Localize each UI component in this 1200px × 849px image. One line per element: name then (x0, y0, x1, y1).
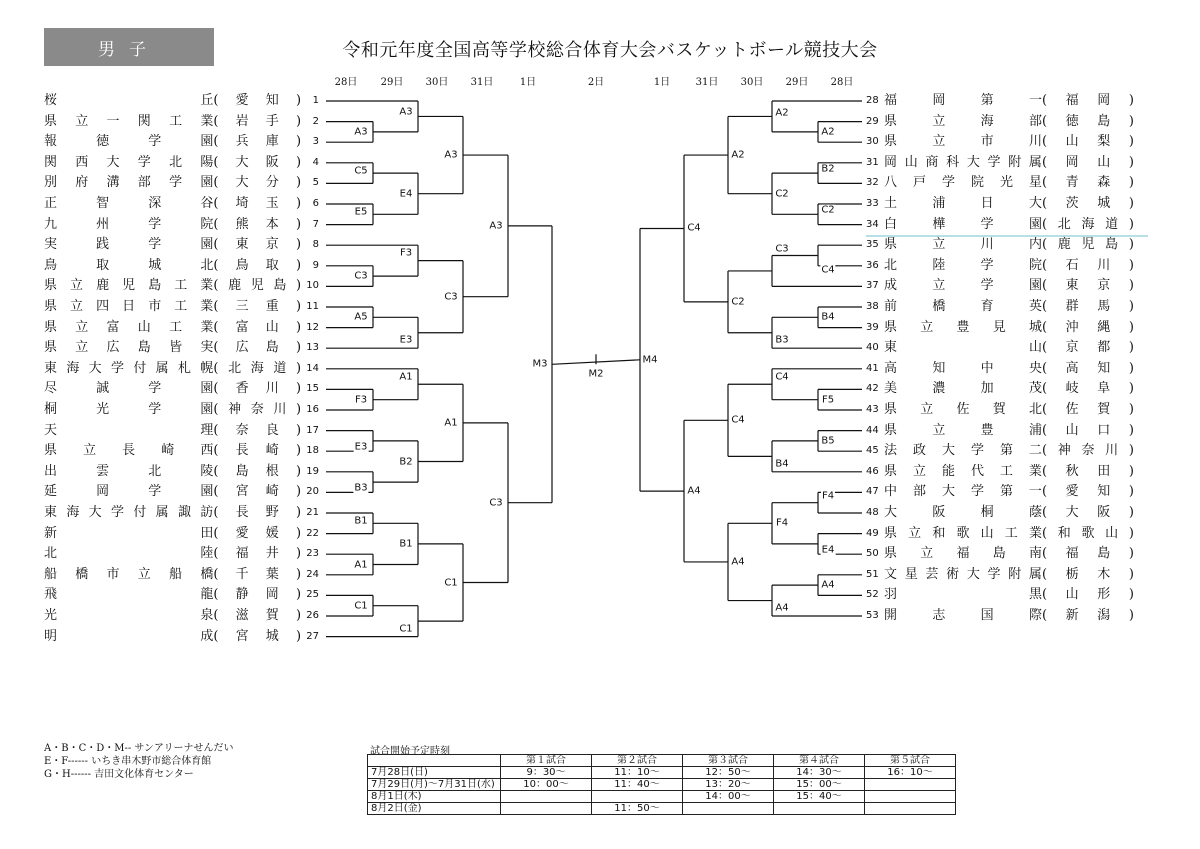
team-name: 尽 誠 学 園 (44, 381, 214, 397)
seed-number: 49 (866, 527, 879, 539)
team-name: 法 政 大 学 第 二 (884, 443, 1042, 459)
court-label: A3 (354, 126, 368, 138)
team-name: 別 府 溝 部 学 園 (44, 175, 214, 191)
team-prefecture: ( 宮 城 ) (213, 628, 302, 644)
team-prefecture: ( 岩 手 ) (213, 113, 302, 129)
date-label: 28日 (334, 77, 358, 88)
seed-number: 7 (312, 218, 319, 230)
seed-number: 37 (866, 280, 879, 292)
team-name: 正 智 深 谷 (44, 196, 214, 211)
court-label: C1 (444, 577, 458, 589)
team-name: 県 立 豊 浦 (884, 422, 1042, 438)
seed-number: 10 (306, 280, 319, 292)
seed-number: 5 (312, 177, 319, 189)
court-label: A4 (731, 556, 745, 568)
team-prefecture: ( 東 京 ) (1042, 278, 1134, 294)
seed-number: 22 (306, 527, 319, 539)
team-name: 県 立 海 部 (884, 113, 1042, 129)
day-cell: 8月2日(金) (368, 803, 501, 815)
court-label: E4 (399, 188, 413, 200)
team-name: 明 成 (44, 628, 214, 644)
header-cell: 第２試合 (592, 755, 683, 767)
team-name: 東 山 (884, 340, 1042, 356)
team-name: 白 樺 学 園 (884, 216, 1042, 232)
header-cell: 第１試合 (501, 755, 592, 767)
court-label: C5 (354, 165, 368, 177)
team-name: 東 海 大 学 付 属 札 幌 (44, 360, 214, 376)
seed-number: 6 (312, 198, 319, 209)
court-label: C4 (821, 264, 835, 276)
court-label: B4 (775, 458, 789, 470)
court-label: C3 (444, 291, 458, 303)
schedule-label: 試合開始予定時刻 (370, 746, 450, 757)
seed-number: 17 (306, 424, 319, 436)
team-prefecture: ( 山 形 ) (1042, 587, 1134, 603)
seed-number: 51 (866, 568, 879, 580)
day-cell: 8月1日(木) (368, 791, 501, 803)
seed-number: 38 (866, 301, 879, 312)
court-label: A3 (399, 106, 413, 118)
time-cell: 10：00～ (501, 779, 592, 791)
seed-number: 24 (306, 568, 319, 580)
schedule-row (368, 779, 956, 791)
time-cell: 11：40～ (592, 779, 683, 791)
team-prefecture: ( 秋 田 ) (1042, 463, 1134, 479)
time-cell (865, 779, 956, 791)
court-label: B2 (821, 163, 835, 175)
team-name: 飛 龍 (44, 587, 214, 603)
seed-number: 40 (866, 342, 879, 354)
date-label: 30日 (425, 77, 449, 88)
legend-line: G・H------ 吉田文化体育センター (44, 769, 194, 780)
team-prefecture: ( 沖 縄 ) (1042, 319, 1134, 335)
team-name: 県 立 鹿 児 島 工 業 (44, 278, 214, 294)
team-prefecture: ( 北 海 道 ) (1042, 216, 1134, 232)
court-label: A3 (444, 149, 458, 161)
seed-number: 43 (866, 404, 879, 415)
seed-number: 27 (306, 630, 319, 642)
seed-number: 50 (866, 548, 879, 560)
court-label: A3 (489, 220, 503, 232)
team-prefecture: ( 長 崎 ) (213, 443, 302, 459)
team-prefecture: ( 山 口 ) (1042, 422, 1134, 438)
team-name: 県 立 佐 賀 北 (884, 402, 1042, 417)
court-label: E3 (354, 441, 368, 453)
legend-line: E・F------ いちき串木野市総合体育館 (44, 756, 212, 767)
date-label: 2日 (587, 77, 605, 88)
court-label: M4 (642, 354, 658, 366)
team-prefecture: ( 新 潟 ) (1042, 608, 1134, 623)
team-name: 県 立 一 関 工 業 (44, 113, 214, 129)
court-label: A4 (775, 602, 789, 614)
team-prefecture: ( 兵 庫 ) (213, 134, 302, 150)
seed-number: 28 (866, 95, 879, 106)
seed-number: 44 (866, 424, 879, 436)
court-label: C3 (489, 497, 503, 509)
team-prefecture: ( 神 奈 川 ) (213, 402, 302, 417)
seed-number: 42 (866, 383, 879, 395)
seed-number: 53 (866, 610, 879, 621)
seed-number: 31 (866, 156, 879, 168)
page-title: 令和元年度全国高等学校総合体育大会バスケットボール競技大会 (342, 40, 878, 61)
team-prefecture: ( 大 阪 ) (213, 154, 302, 170)
court-label: M3 (532, 358, 548, 370)
seed-number: 14 (306, 362, 319, 374)
team-prefecture: ( 滋 賀 ) (213, 608, 302, 623)
date-label: 28日 (830, 77, 854, 88)
seed-number: 46 (866, 465, 879, 477)
team-prefecture: ( 岐 阜 ) (1042, 381, 1134, 397)
team-name: 桐 光 学 園 (44, 402, 214, 417)
court-label: B3 (354, 482, 368, 494)
team-name: 成 立 学 園 (884, 278, 1042, 294)
team-name: 実 践 学 園 (44, 237, 214, 253)
court-label: A2 (731, 149, 745, 161)
court-label: C2 (731, 296, 745, 308)
team-name: 県 立 和 歌 山 工 業 (884, 525, 1042, 541)
team-prefecture: ( 愛 知 ) (1042, 484, 1134, 500)
time-cell (501, 803, 592, 815)
court-label: F5 (821, 394, 835, 406)
court-label: F3 (399, 247, 413, 259)
seed-number: 45 (866, 445, 879, 457)
time-cell (774, 803, 865, 815)
seed-number: 52 (866, 589, 879, 601)
team-name: 延 岡 学 園 (44, 484, 214, 500)
team-prefecture: ( 広 島 ) (213, 340, 302, 356)
seed-number: 19 (306, 465, 319, 477)
court-label: M2 (588, 368, 604, 380)
seed-number: 12 (306, 321, 319, 333)
seed-number: 30 (866, 136, 879, 148)
header-cell: 第５試合 (865, 755, 956, 767)
schedule-header-row (368, 755, 956, 767)
day-cell: 7月29日(月)～7月31日(水) (368, 779, 501, 791)
team-prefecture: ( 和 歌 山 ) (1042, 525, 1134, 541)
schedule-table (367, 754, 956, 815)
seed-number: 26 (306, 610, 319, 621)
team-name: 県 立 川 内 (884, 237, 1042, 253)
time-cell (683, 803, 774, 815)
team-prefecture: ( 石 川 ) (1042, 257, 1134, 273)
team-prefecture: ( 埼 玉 ) (213, 196, 302, 211)
seed-number: 15 (306, 383, 319, 395)
team-name: 船 橋 市 立 船 橋 (44, 566, 214, 582)
court-label: A2 (821, 126, 835, 138)
gender-label: 男子 (44, 28, 214, 66)
team-prefecture: ( 群 馬 ) (1042, 299, 1134, 314)
date-label: 1日 (653, 77, 671, 88)
court-label: A4 (687, 485, 701, 497)
court-label: F3 (354, 394, 368, 406)
team-name: 岡 山 商 科 大 学 附 属 (884, 154, 1042, 170)
seed-number: 48 (866, 507, 879, 518)
team-prefecture: ( 山 梨 ) (1042, 134, 1134, 150)
team-prefecture: ( 静 岡 ) (213, 587, 302, 603)
seed-number: 23 (306, 548, 319, 560)
time-cell: 11：10～ (592, 767, 683, 779)
court-label: C4 (687, 222, 701, 234)
team-name: 県 立 市 川 (884, 134, 1042, 150)
team-prefecture: ( 青 森 ) (1042, 175, 1134, 191)
court-label: C3 (775, 243, 789, 255)
team-prefecture: ( 栃 木 ) (1042, 566, 1134, 582)
team-name: 桜 丘 (44, 93, 214, 108)
seed-number: 16 (306, 404, 319, 415)
seed-number: 34 (866, 218, 879, 230)
day-cell: 7月28日(日) (368, 767, 501, 779)
team-name: 県 立 豊 見 城 (884, 319, 1042, 335)
seed-number: 41 (866, 362, 879, 374)
date-label: 29日 (785, 77, 809, 88)
team-name: 北 陸 (44, 546, 214, 562)
seed-number: 35 (866, 239, 879, 251)
team-name: 北 陸 学 院 (884, 257, 1042, 273)
team-prefecture: ( 茨 城 ) (1042, 196, 1134, 211)
court-label: E5 (354, 206, 368, 218)
team-name: 九 州 学 院 (44, 216, 214, 232)
team-name: 高 知 中 央 (884, 360, 1042, 376)
court-label: C4 (775, 371, 789, 383)
court-label: B5 (821, 435, 835, 447)
seed-number: 1 (312, 95, 319, 106)
team-name: 大 阪 桐 蔭 (884, 505, 1042, 520)
time-cell (501, 791, 592, 803)
team-prefecture: ( 長 野 ) (213, 505, 302, 520)
seed-number: 4 (312, 156, 319, 168)
team-prefecture: ( 福 岡 ) (1042, 93, 1134, 108)
seed-number: 25 (306, 589, 319, 601)
team-name: 関 西 大 学 北 陽 (44, 154, 214, 170)
team-prefecture: ( 三 重 ) (213, 299, 302, 314)
team-name: 中 部 大 学 第 一 (884, 484, 1042, 500)
team-prefecture: ( 徳 島 ) (1042, 113, 1134, 129)
seed-number: 33 (866, 198, 879, 209)
date-label: 31日 (470, 77, 494, 88)
team-name: 県 立 広 島 皆 実 (44, 340, 214, 356)
time-cell (865, 791, 956, 803)
team-name: 新 田 (44, 525, 214, 541)
team-prefecture: ( 大 阪 ) (1042, 505, 1134, 520)
seed-number: 2 (312, 115, 319, 127)
team-prefecture: ( 愛 知 ) (213, 93, 302, 108)
date-label: 31日 (695, 77, 719, 88)
seed-number: 47 (866, 486, 879, 498)
seed-number: 13 (306, 342, 319, 354)
court-label: A2 (775, 107, 789, 119)
header-cell: 第４試合 (774, 755, 865, 767)
team-name: 土 浦 日 大 (884, 196, 1042, 211)
team-prefecture: ( 神 奈 川 ) (1042, 443, 1134, 459)
team-name: 県 立 能 代 工 業 (884, 463, 1042, 479)
court-label: F4 (775, 517, 789, 529)
time-cell: 9：30～ (501, 767, 592, 779)
seed-number: 9 (312, 259, 319, 271)
date-label: 30日 (740, 77, 764, 88)
team-prefecture: ( 千 葉 ) (213, 566, 302, 582)
team-name: 美 濃 加 茂 (884, 381, 1042, 397)
team-name: 県 立 富 山 工 業 (44, 319, 214, 335)
date-label: 1日 (519, 77, 537, 88)
team-name: 報 徳 学 園 (44, 134, 214, 150)
team-name: 羽 黒 (884, 587, 1042, 603)
team-prefecture: ( 鹿 児 島 ) (213, 278, 302, 294)
time-cell: 14：30～ (774, 767, 865, 779)
seed-number: 3 (312, 136, 319, 148)
team-prefecture: ( 東 京 ) (213, 237, 302, 253)
court-label: E4 (821, 544, 835, 556)
time-cell: 14：00～ (683, 791, 774, 803)
legend-line: A・B・C・D・M-- サンアリーナせんだい (44, 743, 234, 754)
court-label: B1 (354, 515, 368, 527)
team-name: 県 立 福 島 南 (884, 546, 1042, 562)
team-name: 八 戸 学 院 光 星 (884, 175, 1042, 191)
court-label: B4 (821, 311, 835, 323)
court-label: B2 (399, 456, 413, 467)
time-cell: 11：50～ (592, 803, 683, 815)
court-label: B1 (399, 538, 413, 550)
team-prefecture: ( 熊 本 ) (213, 216, 302, 232)
corner-cell (368, 755, 501, 767)
team-prefecture: ( 大 分 ) (213, 175, 302, 191)
seed-number: 39 (866, 321, 879, 333)
schedule-row (368, 791, 956, 803)
team-prefecture: ( 高 知 ) (1042, 360, 1134, 376)
seed-number: 8 (312, 239, 319, 251)
court-label: C3 (354, 270, 368, 282)
time-cell: 15：00～ (774, 779, 865, 791)
time-cell: 15：40～ (774, 791, 865, 803)
team-prefecture: ( 岡 山 ) (1042, 154, 1134, 170)
team-prefecture: ( 福 井 ) (213, 546, 302, 562)
court-label: C2 (821, 204, 835, 216)
court-label: A1 (444, 417, 458, 429)
team-name: 県 立 四 日 市 工 業 (44, 299, 214, 314)
team-name: 開 志 国 際 (884, 608, 1042, 623)
time-cell: 13：20～ (683, 779, 774, 791)
court-label: A1 (354, 559, 368, 570)
team-name: 文 星 芸 術 大 学 附 属 (884, 566, 1042, 582)
team-name: 福 岡 第 一 (884, 93, 1042, 108)
schedule-row (368, 803, 956, 815)
team-name: 出 雲 北 陵 (44, 463, 214, 479)
court-label: A5 (354, 311, 368, 323)
team-prefecture: ( 島 根 ) (213, 463, 302, 479)
team-prefecture: ( 宮 崎 ) (213, 484, 302, 500)
time-cell: 12：50～ (683, 767, 774, 779)
seed-number: 21 (306, 507, 319, 518)
court-label: C4 (731, 414, 745, 426)
court-label: A4 (821, 579, 835, 591)
court-label: F4 (821, 490, 835, 502)
team-prefecture: ( 鹿 児 島 ) (1042, 237, 1134, 253)
team-prefecture: ( 佐 賀 ) (1042, 402, 1134, 417)
venue-legend (44, 742, 234, 781)
seed-number: 20 (306, 486, 319, 498)
team-name: 天 理 (44, 422, 214, 438)
team-name: 鳥 取 城 北 (44, 257, 214, 273)
court-label: C1 (399, 623, 413, 635)
seed-number: 18 (306, 445, 319, 457)
schedule-row (368, 767, 956, 779)
team-name: 光 泉 (44, 608, 214, 623)
team-prefecture: ( 富 山 ) (213, 319, 302, 335)
team-name: 東 海 大 学 付 属 諏 訪 (44, 505, 214, 520)
team-prefecture: ( 京 都 ) (1042, 340, 1134, 356)
header-cell: 第３試合 (683, 755, 774, 767)
court-label: C2 (775, 188, 789, 200)
team-prefecture: ( 福 島 ) (1042, 546, 1134, 562)
team-prefecture: ( 香 川 ) (213, 381, 302, 397)
seed-number: 36 (866, 259, 879, 271)
time-cell (865, 803, 956, 815)
date-label: 29日 (380, 77, 404, 88)
court-label: B3 (775, 334, 789, 346)
court-label: A1 (399, 371, 413, 383)
seed-number: 11 (306, 301, 319, 312)
team-prefecture: ( 奈 良 ) (213, 422, 302, 438)
team-name: 県 立 長 崎 西 (44, 443, 214, 459)
team-prefecture: ( 愛 媛 ) (213, 525, 302, 541)
court-label: C1 (354, 600, 368, 612)
time-cell: 16：10～ (865, 767, 956, 779)
team-name: 前 橋 育 英 (884, 299, 1042, 314)
time-cell (592, 791, 683, 803)
seed-number: 32 (866, 177, 879, 189)
team-prefecture: ( 北 海 道 ) (213, 360, 302, 376)
team-prefecture: ( 鳥 取 ) (213, 257, 302, 273)
court-label: E3 (399, 334, 413, 346)
seed-number: 29 (866, 115, 879, 127)
